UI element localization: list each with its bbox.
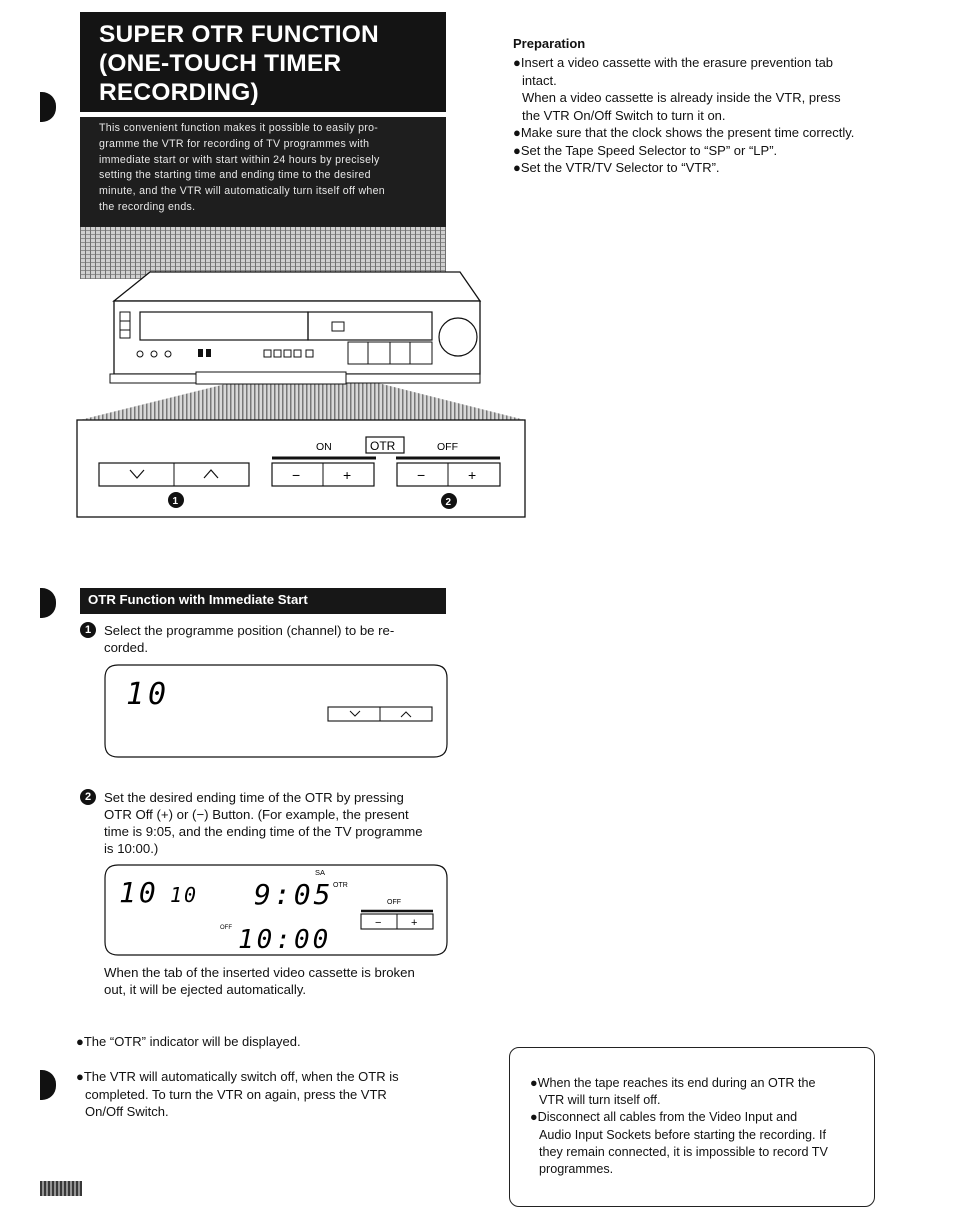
note-line: they remain connected, it is impossible to record TV [539, 1144, 828, 1159]
svg-text:1: 1 [172, 496, 179, 507]
step-2-line: is 10:00.) [104, 841, 159, 856]
intro-line: This convenient function makes it possible to easily pro- [99, 122, 379, 134]
note-line: VTR will turn itself off. [539, 1093, 661, 1108]
off-label: OFF [437, 441, 458, 453]
bullet-line: On/Off Switch. [85, 1104, 169, 1119]
minus-label: − [292, 467, 301, 483]
note-line: programmes. [539, 1162, 614, 1177]
intro-paragraph [80, 117, 446, 227]
intro-line: the recording ends. [99, 200, 196, 213]
step-number-2: 2 [80, 789, 96, 805]
present-time-readout: 9:05 [254, 878, 334, 911]
tuning-knob [439, 318, 477, 356]
minus-label: − [417, 467, 426, 483]
page-title [80, 12, 446, 112]
note-line: Audio Input Sockets before starting the recording. If [539, 1127, 827, 1142]
channel-readout: 10 [126, 677, 171, 712]
button-strip [196, 372, 346, 384]
note-line: ●Disconnect all cables from the Video Input and [530, 1110, 798, 1125]
vtr-top-panel [114, 272, 480, 301]
intro-line: minute, and the VTR will automatically turn itself off when [99, 185, 386, 198]
note-line: out, it will be ejected automatically. [104, 982, 307, 997]
cassette-tab-note [104, 964, 449, 998]
title-line: RECORDING) [99, 79, 259, 106]
step-number-1: 1 [80, 622, 96, 638]
preparation-list [513, 54, 883, 177]
on-label: ON [316, 441, 332, 453]
step-1-line: Select the programme position (channel) to be re- [104, 623, 395, 638]
page-edge-tab-marker [40, 92, 56, 122]
bullet-line: ●The VTR will automatically switch off, when the OTR is [76, 1069, 399, 1084]
scan-artifact [40, 1181, 82, 1196]
title-line: SUPER OTR FUNCTION [99, 21, 379, 48]
preparation-line: When a video cassette is already inside the VTR, press [522, 90, 841, 105]
plus-label: + [343, 467, 352, 483]
otr-indicator: OTR [333, 882, 348, 889]
intro-line: immediate start or with start within 24 hours by precisely [99, 153, 380, 166]
otr-label: OTR [370, 439, 396, 453]
preparation-line: ●Set the Tape Speed Selector to “SP” or “LP”. [513, 142, 778, 158]
off-small-label: OFF [220, 925, 232, 931]
auto-off-bullet [76, 1068, 451, 1121]
section-heading: OTR Function with Immediate Start [80, 588, 446, 614]
power-switch [120, 312, 130, 338]
preparation-line: intact. [522, 72, 557, 88]
page-edge-tab-marker [40, 588, 56, 618]
otr-display-diagram [104, 862, 448, 958]
step-2-line: OTR Off (+) or (−) Button. (For example, the present [104, 807, 409, 822]
preparation-line: ●Make sure that the clock shows the present time correctly. [513, 125, 855, 140]
step-1-line: corded. [104, 640, 148, 655]
preparation-line: the VTR On/Off Switch to turn it on. [522, 107, 726, 123]
plus-label: + [468, 467, 477, 483]
step-1-text [104, 622, 449, 656]
sa-label: SA [315, 868, 326, 877]
note-line: When the tab of the inserted video cassette is broken [104, 965, 415, 980]
preparation-line: ●Insert a video cassette with the erasure prevention tab [513, 55, 834, 70]
step-2-line: time is 9:05, and the ending time of the TV programme [104, 824, 423, 839]
otr-indicator-bullet: ●The “OTR” indicator will be displayed. [76, 1034, 301, 1049]
step-2-line: Set the desired ending time of the OTR by pressing [104, 790, 404, 805]
step-2-text [104, 789, 449, 857]
bullet-line: completed. To turn the VTR on again, press the VTR [85, 1086, 387, 1102]
intro-line: gramme the VTR for recording of TV programmes with [99, 137, 370, 150]
intro-line: setting the starting time and ending time to the desired [99, 169, 371, 182]
vtr-illustration [70, 226, 530, 526]
channel-display-diagram [104, 664, 448, 758]
notes-list [530, 1075, 870, 1178]
preparation-title: Preparation [513, 36, 586, 51]
page-edge-tab-marker [40, 1070, 56, 1100]
title-line: (ONE-TOUCH TIMER [99, 50, 342, 77]
preparation-line: ●Set the VTR/TV Selector to “VTR”. [513, 160, 720, 175]
secondary-channel-readout: 10 [170, 883, 199, 907]
off-label: OFF [387, 899, 401, 906]
svg-text:2: 2 [445, 497, 452, 508]
note-line: ●When the tape reaches its end during an OTR the [530, 1076, 816, 1090]
channel-readout: 10 [119, 876, 159, 909]
plus-label: + [411, 917, 418, 929]
minus-label: − [375, 917, 382, 929]
end-time-readout: 10:00 [238, 925, 332, 955]
